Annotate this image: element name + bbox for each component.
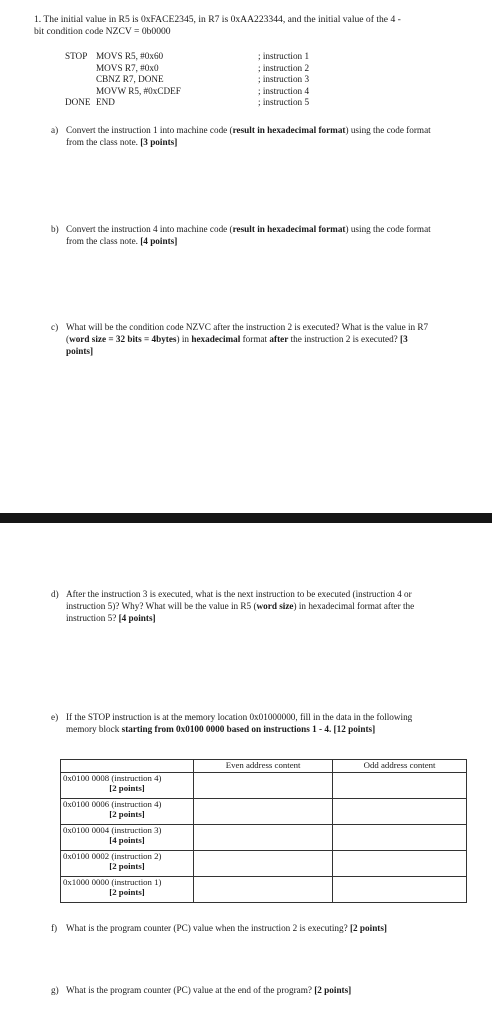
question-g bbox=[51, 985, 451, 999]
code-label bbox=[65, 63, 96, 75]
odd-content-cell[interactable] bbox=[333, 851, 467, 877]
code-label: DONE bbox=[65, 97, 91, 107]
code-instruction: MOVS R7, #0x0 bbox=[96, 62, 159, 73]
address-cell: 0x1000 0000 (instruction 1) [2 points] bbox=[61, 877, 194, 903]
code-line bbox=[65, 51, 465, 63]
intro-line-2: bit condition code NZCV = 0b0000 bbox=[34, 26, 171, 37]
question-a bbox=[51, 125, 451, 151]
even-content-cell[interactable] bbox=[194, 877, 333, 903]
even-content-cell[interactable] bbox=[194, 825, 333, 851]
code-comment: ; instruction 4 bbox=[258, 85, 310, 96]
question-letter: g) bbox=[51, 985, 59, 995]
question-text: Convert the instruction 4 into machine code (result in hexadecimal format) using the code format from the class note. [4 points] bbox=[66, 224, 431, 246]
code-label bbox=[65, 86, 96, 98]
table-header-even: Even address content bbox=[194, 760, 333, 773]
question-text: What is the program counter (PC) value when the instruction 2 is executing? [2 points] bbox=[66, 923, 387, 933]
question-c bbox=[51, 322, 451, 360]
code-label bbox=[65, 74, 96, 86]
odd-content-cell[interactable] bbox=[333, 825, 467, 851]
address-cell: 0x0100 0006 (instruction 4) [2 points] bbox=[61, 799, 194, 825]
question-text: Convert the instruction 1 into machine code (result in hexadecimal format) using the code format from the class note. [3 points] bbox=[66, 125, 431, 147]
question-text: What will be the condition code NZVC after the instruction 2 is executed? What is the value in R7 (word size = 32 bits = 4bytes) in hexadecimal format after the instruction 2 is executed? [3 points] bbox=[66, 322, 429, 356]
table-row bbox=[61, 773, 467, 799]
question-f bbox=[51, 923, 451, 937]
even-content-cell[interactable] bbox=[194, 799, 333, 825]
odd-content-cell[interactable] bbox=[333, 877, 467, 903]
question-letter: d) bbox=[51, 589, 59, 599]
question-e bbox=[51, 712, 451, 750]
question-letter: a) bbox=[51, 125, 59, 135]
code-instruction: MOVS R5, #0x60 bbox=[96, 51, 164, 61]
problem-intro bbox=[34, 14, 474, 38]
table-row bbox=[61, 799, 467, 825]
table-header-row bbox=[61, 760, 467, 773]
code-line bbox=[65, 97, 465, 109]
even-content-cell[interactable] bbox=[194, 773, 333, 799]
even-content-cell[interactable] bbox=[194, 851, 333, 877]
assembly-code-block bbox=[65, 51, 465, 109]
page-divider bbox=[0, 513, 492, 523]
code-comment: ; instruction 3 bbox=[258, 74, 310, 84]
question-d bbox=[51, 589, 451, 627]
code-line bbox=[65, 74, 465, 86]
intro-line-1: 1. The initial value in R5 is 0xFACE2345, in R7 is 0xAA223344, and the initial value of the 4 - bbox=[34, 14, 401, 25]
table-header-blank bbox=[61, 760, 194, 773]
question-b bbox=[51, 224, 451, 250]
question-letter: c) bbox=[51, 322, 59, 332]
table-header-odd: Odd address content bbox=[333, 760, 467, 773]
question-letter: f) bbox=[51, 923, 58, 933]
code-line bbox=[65, 86, 465, 98]
table-row bbox=[61, 877, 467, 903]
question-letter: e) bbox=[51, 712, 59, 722]
code-instruction: MOVW R5, #0xCDEF bbox=[96, 85, 181, 96]
address-cell: 0x0100 0004 (instruction 3) [4 points] bbox=[61, 825, 194, 851]
address-cell: 0x0100 0002 (instruction 2) [2 points] bbox=[61, 851, 194, 877]
question-letter: b) bbox=[51, 224, 59, 234]
odd-content-cell[interactable] bbox=[333, 773, 467, 799]
code-instruction: CBNZ R7, DONE bbox=[96, 74, 164, 84]
table-row bbox=[61, 851, 467, 877]
question-text: What is the program counter (PC) value at the end of the program? [2 points] bbox=[66, 985, 352, 995]
address-cell: 0x0100 0008 (instruction 4) [2 points] bbox=[61, 773, 194, 799]
code-comment: ; instruction 1 bbox=[258, 51, 310, 61]
code-label: STOP bbox=[65, 51, 88, 61]
code-instruction: END bbox=[96, 97, 115, 107]
question-text: After the instruction 3 is executed, what is the next instruction to be executed (instruction 4 or instruction 5)? Why? What will be the value in R5 (word size) in hexadecimal format after the instruction 5? [4 points] bbox=[66, 589, 415, 623]
code-line bbox=[65, 63, 465, 75]
code-comment: ; instruction 5 bbox=[258, 97, 310, 107]
code-comment: ; instruction 2 bbox=[258, 62, 310, 73]
question-text: If the STOP instruction is at the memory location 0x01000000, fill in the data in the following memory block starting from 0x0100 0000 based on instructions 1 - 4. [12 points] bbox=[66, 712, 413, 734]
odd-content-cell[interactable] bbox=[333, 799, 467, 825]
memory-block-table bbox=[60, 759, 467, 903]
table-row bbox=[61, 825, 467, 851]
